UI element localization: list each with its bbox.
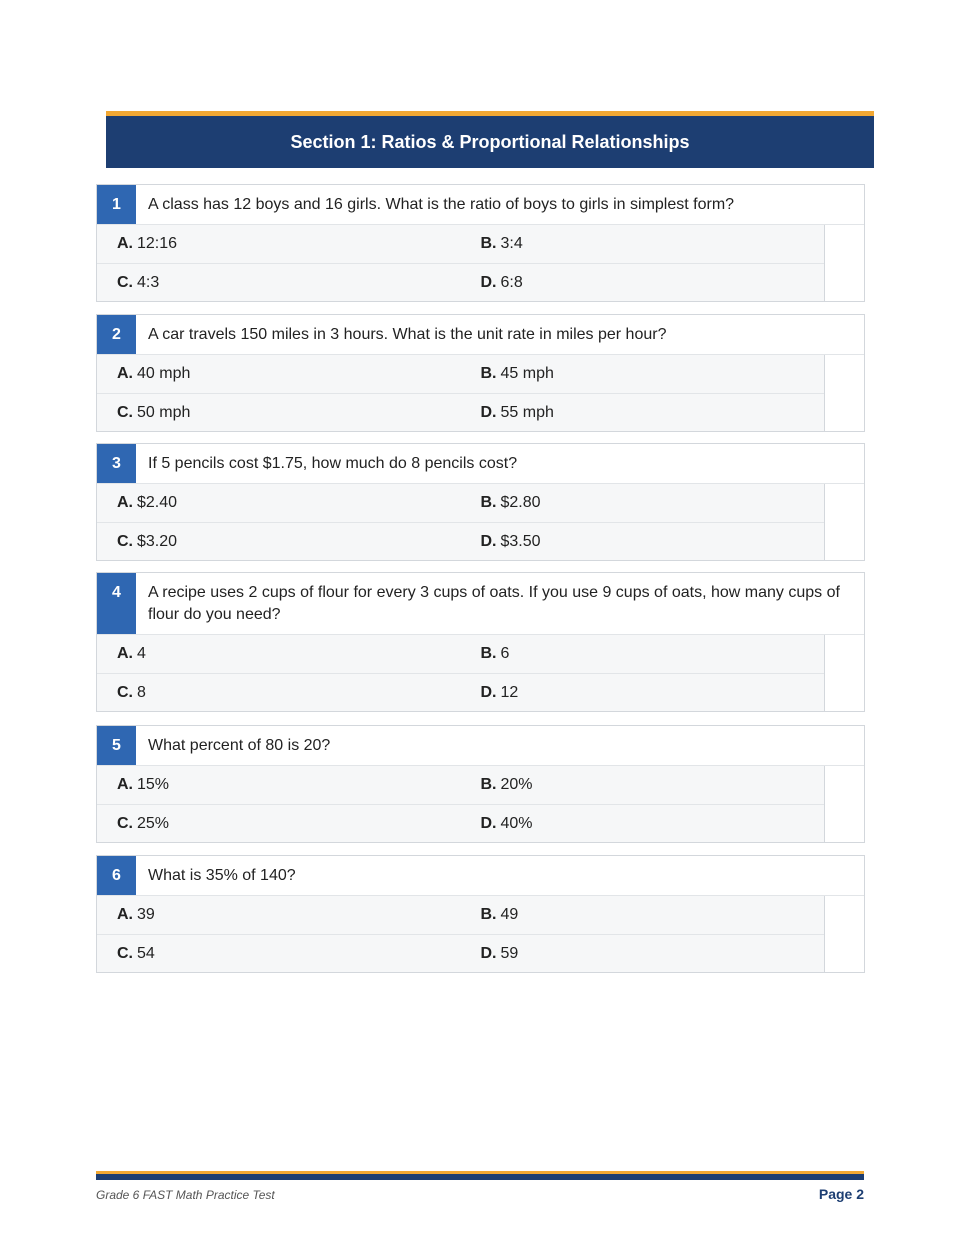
choice-value: 8 <box>137 683 146 701</box>
choice-a <box>97 355 461 393</box>
choice-a <box>97 896 461 934</box>
choice-value: 20% <box>500 776 533 793</box>
choice-d <box>461 394 825 431</box>
answer-choices <box>97 766 825 842</box>
question-number: 1 <box>97 185 136 224</box>
choice-letter: C. <box>117 814 133 832</box>
choice-letter: B. <box>480 494 497 511</box>
question-number: 6 <box>97 856 136 895</box>
choice-value: 3:4 <box>500 235 523 252</box>
question-header <box>97 856 864 896</box>
choice-value: 45 mph <box>500 365 554 382</box>
question-text: What percent of 80 is 20? <box>148 737 331 754</box>
question-card <box>96 725 865 843</box>
choice-value: 4 <box>137 645 146 662</box>
question-text: If 5 pencils cost $1.75, how much do 8 pencils cost? <box>148 455 518 472</box>
choice-d <box>461 674 825 711</box>
choice-letter: B. <box>480 906 497 923</box>
question-text: A class has 12 boys and 16 girls. What is the ratio of boys to girls in simplest form? <box>148 196 735 213</box>
choice-letter: A. <box>117 494 133 511</box>
choice-b <box>461 766 825 804</box>
choice-letter: B. <box>480 365 497 382</box>
question-header <box>97 315 864 355</box>
choice-letter: C. <box>117 403 133 421</box>
choice-letter: C. <box>117 683 133 701</box>
choice-letter: D. <box>480 532 497 550</box>
choice-value: 12 <box>500 683 519 701</box>
choice-d <box>461 935 825 972</box>
choice-value: $3.20 <box>137 532 178 550</box>
question-text: What is 35% of 140? <box>148 867 296 884</box>
choice-b <box>461 896 825 934</box>
choice-value: 25% <box>137 814 170 832</box>
question-number: 5 <box>97 726 136 765</box>
choice-value: 50 mph <box>137 403 191 421</box>
choice-letter: A. <box>117 906 133 923</box>
choice-value: $2.80 <box>500 494 541 511</box>
choice-b <box>461 484 825 522</box>
choice-letter: D. <box>480 814 497 832</box>
choice-value: 55 mph <box>500 403 554 421</box>
answer-choices <box>97 896 825 972</box>
choice-letter: C. <box>117 944 133 962</box>
choice-letter: A. <box>117 645 133 662</box>
choice-d <box>461 805 825 842</box>
choice-letter: B. <box>480 776 497 793</box>
question-header <box>97 573 864 635</box>
choice-a <box>97 484 461 522</box>
question-number: 3 <box>97 444 136 483</box>
choice-c <box>97 394 461 431</box>
footer-rule <box>96 1171 864 1180</box>
choice-value: $3.50 <box>500 532 541 550</box>
answer-choices <box>97 635 825 711</box>
choice-c <box>97 805 461 842</box>
answer-choices <box>97 225 825 301</box>
choice-value: 39 <box>137 906 155 923</box>
choice-c <box>97 264 461 301</box>
choice-value: 12:16 <box>137 235 178 252</box>
answer-choices <box>97 355 825 431</box>
choice-b <box>461 355 825 393</box>
choice-letter: C. <box>117 532 133 550</box>
choice-letter: A. <box>117 365 133 382</box>
choice-value: 15% <box>137 776 170 793</box>
question-number: 4 <box>97 573 136 634</box>
section-title: Section 1: Ratios & Proportional Relationships <box>290 131 690 152</box>
question-number: 2 <box>97 315 136 354</box>
question-header <box>97 444 864 484</box>
choice-c <box>97 523 461 560</box>
choice-b <box>461 635 825 673</box>
choice-c <box>97 674 461 711</box>
choice-value: 6:8 <box>500 273 523 291</box>
choice-a <box>97 635 461 673</box>
choice-value: 40% <box>500 814 533 832</box>
question-card <box>96 443 865 561</box>
choice-d <box>461 264 825 301</box>
choice-value: 49 <box>500 906 519 923</box>
choice-b <box>461 225 825 263</box>
choice-value: 59 <box>500 944 519 962</box>
choice-letter: C. <box>117 273 133 291</box>
choice-letter: A. <box>117 235 133 252</box>
question-card <box>96 184 865 302</box>
choice-value: 40 mph <box>137 365 191 382</box>
choice-letter: B. <box>480 235 497 252</box>
question-text: A car travels 150 miles in 3 hours. What is the unit rate in miles per hour? <box>148 326 667 343</box>
choice-a <box>97 766 461 804</box>
choice-letter: D. <box>480 944 497 962</box>
choice-value: 6 <box>500 645 510 662</box>
choice-value: 54 <box>137 944 155 962</box>
question-card <box>96 572 865 712</box>
choice-value: $2.40 <box>137 494 178 511</box>
page-number: Page 2 <box>818 1186 864 1202</box>
choice-letter: B. <box>480 645 497 662</box>
choice-a <box>97 225 461 263</box>
choice-letter: D. <box>480 403 497 421</box>
question-card <box>96 314 865 432</box>
question-header <box>97 726 864 766</box>
question-card <box>96 855 865 973</box>
choice-c <box>97 935 461 972</box>
question-text: A recipe uses 2 cups of flour for every 3 cups of oats. If you use 9 cups of oats, how many cups of flour do you need? <box>148 584 840 623</box>
footer-title: Grade 6 FAST Math Practice Test <box>96 1188 275 1202</box>
choice-letter: D. <box>480 683 497 701</box>
choice-value: 4:3 <box>137 273 160 291</box>
section-banner <box>106 111 874 168</box>
answer-choices <box>97 484 825 560</box>
choice-letter: A. <box>117 776 133 793</box>
choice-d <box>461 523 825 560</box>
choice-letter: D. <box>480 273 497 291</box>
question-header <box>97 185 864 225</box>
